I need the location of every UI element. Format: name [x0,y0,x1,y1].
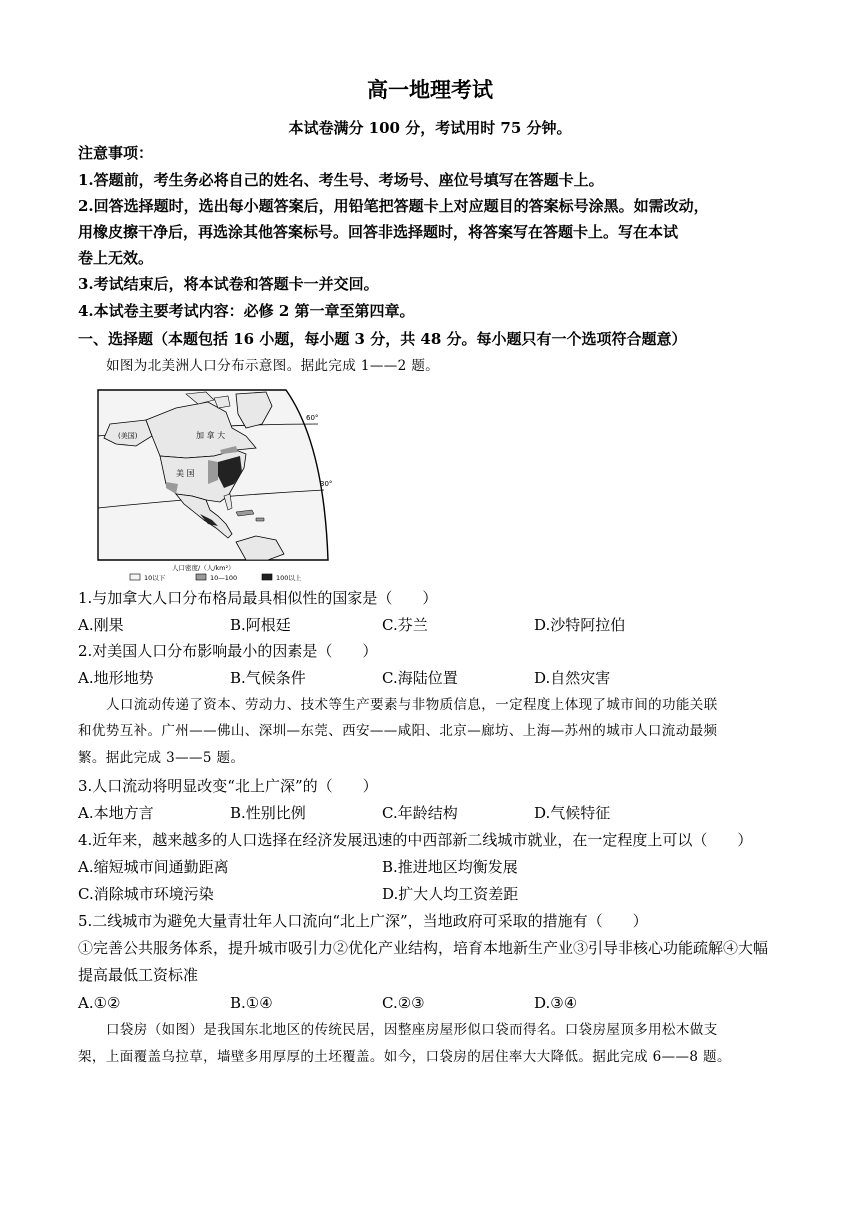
passage-2-line-3: 繁。据此完成 3——5 题。 [78,750,245,766]
note-2-line-1: 2.回答选择题时，选出每小题答案后，用铅笔把答题卡上对应题目的答案标号涂黑。如需改动， [78,197,709,215]
q5-items-line-1: ①完善公共服务体系，提升城市吸引力②优化产业结构，培育本地新生产业③引导非核心功能疏解④大幅 [78,939,769,957]
q2-option-a: A.地形地势 [78,669,154,687]
q4-option-d: D.扩大人均工资差距 [382,885,519,903]
q1-stem: 1.与加拿大人口分布格局最具相似性的国家是（ ） [78,589,438,607]
lat-30-label: 30° [320,480,333,488]
north-america-population-map [96,384,336,582]
canada-label: 加 拿 大 [196,431,226,440]
q5-option-c: C.②③ [382,994,425,1012]
q3-stem: 3.人口流动将明显改变“北上广深”的（ ） [78,777,378,795]
passage-2-line-1: 人口流动传递了资本、劳动力、技术等生产要素与非物质信息，一定程度上体现了城市间的功能关联 [106,697,718,713]
q4-option-a: A.缩短城市间通勤距离 [78,858,229,876]
q4-option-c: C.消除城市环境污染 [78,885,214,903]
q2-option-b: B.气候条件 [230,669,306,687]
passage-3-line-1: 口袋房（如图）是我国东北地区的传统民居，因整座房屋形似口袋而得名。口袋房屋顶多用松木做支 [106,1022,718,1038]
q3-option-b: B.性别比例 [230,804,306,822]
q5-option-d: D.③④ [534,994,578,1012]
legend-high-label: 100以上 [276,574,302,582]
passage-2-line-2: 和优势互补。广州——佛山、深圳—东莞、西安——咸阳、北京—廊坊、上海—苏州的城市人口流动最频 [78,723,718,739]
passage-3-line-2: 架，上面覆盖乌拉草，墙壁多用厚厚的土坯覆盖。如今，口袋房的居住率大大降低。据此完成 6——8 题。 [78,1049,731,1065]
note-3: 3.考试结束后，将本试卷和答题卡一并交回。 [78,275,379,293]
medium-population-area [208,460,218,484]
q5-items-line-2: 提高最低工资标准 [78,966,199,984]
note-2-line-2: 用橡皮擦干净后，再选涂其他答案标号。回答非选择题时，将答案写在答题卡上。写在本试 [78,223,679,241]
q1-option-a: A.刚果 [78,616,124,634]
note-2-line-3: 卷上无效。 [78,249,154,267]
legend-high-swatch [262,574,272,580]
q3-option-c: C.年龄结构 [382,804,458,822]
notes-heading: 注意事项： [78,144,154,162]
q4-stem: 4.近年来，越来越多的人口选择在经济发展迅速的中西部新二线城市就业，在一定程度上可以（ ） [78,831,753,849]
q5-option-a: A.①② [78,994,121,1012]
q2-option-d: D.自然灾害 [534,669,611,687]
usa-label: 美 国 [176,469,195,478]
note-4: 4.本试卷主要考试内容：必修 2 第一章至第四章。 [78,302,415,320]
alaska-label: (美国) [118,432,138,440]
q2-option-c: C.海陆位置 [382,669,458,687]
q5-stem: 5.二线城市为避免大量青壮年人口流向“北上广深”，当地政府可采取的措施有（ ） [78,912,648,930]
legend-low-label: 10以下 [144,574,166,582]
legend-mid-label: 10—100 [210,574,238,582]
legend-title: 人口密度/（人/km²） [172,564,235,572]
q4-option-b: B.推进地区均衡发展 [382,858,518,876]
q1-option-d: D.沙特阿拉伯 [534,616,626,634]
q1-option-b: B.阿根廷 [230,616,291,634]
q2-stem: 2.对美国人口分布影响最小的因素是（ ） [78,642,378,660]
q3-option-a: A.本地方言 [78,804,154,822]
note-1: 1.答题前，考生务必将自己的姓名、考生号、考场号、座位号填写在答题卡上。 [78,171,604,189]
legend-mid-swatch [196,574,206,580]
q5-option-b: B.①④ [230,994,273,1012]
map-intro: 如图为北美洲人口分布示意图。据此完成 1——2 题。 [106,358,440,374]
exam-title: 高一地理考试 [367,78,493,102]
legend-low-swatch [130,574,140,580]
q1-option-c: C.芬兰 [382,616,428,634]
lat-60-label: 60° [306,414,319,422]
q3-option-d: D.气候特征 [534,804,611,822]
exam-subtitle: 本试卷满分 100 分，考试用时 75 分钟。 [288,119,572,137]
section-1-heading: 一、选择题（本题包括 16 小题，每小题 3 分，共 48 分。每小题只有一个选项符合题意） [78,330,687,348]
